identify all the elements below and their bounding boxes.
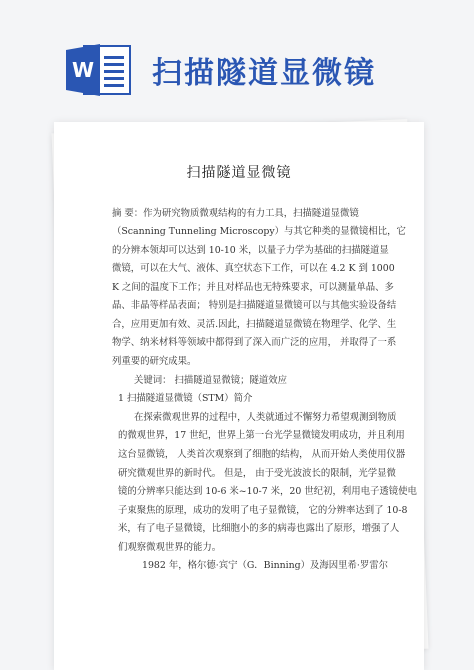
body-line: 们观察微观世界的能力。 — [118, 542, 222, 553]
abstract-line: 摘 要：作为研究物质微观结构的有力工具，扫描隧道显微镜 — [112, 208, 359, 219]
section-heading: 1 扫描隧道显微镜（STM）简介 — [118, 393, 253, 404]
document-page — [54, 122, 424, 670]
abstract-line: 物学、纳米材料等领域中都得到了深入而广泛的应用， 并取得了一系 — [112, 337, 397, 348]
body-line: 米，有了电子显微镜，比细胞小的多的病毒也露出了原形，增强了人 — [118, 523, 400, 534]
svg-text:W: W — [71, 58, 95, 82]
body-line: 镜的分辨率只能达到 10-6 米~10-7 米，20 世纪初，利用电子透镜使电 — [118, 486, 417, 497]
abstract-line: 合，应用更加有效、灵活.因此，扫描隧道显微镜在物理学、化学、生 — [112, 319, 397, 330]
body-line: 这台显微镜， 人类首次观察到了细胞的结构， 从而开始人类使用仪器 — [118, 449, 406, 460]
abstract-line: K 之间的温度下工作；并且对样品也无特殊要求，可以测量单晶、多 — [112, 282, 394, 293]
body-line: 的微观世界，17 世纪，世界上第一台光学显微镜发明成功，并且利用 — [118, 430, 405, 441]
word-document-icon — [66, 44, 132, 96]
body-line: 研究微观世界的新时代。 但是， 由于受光波波长的限制，光学显微 — [118, 468, 396, 479]
page-title: 扫描隧道显微镜 — [152, 56, 376, 91]
header-banner — [0, 0, 474, 125]
body-line: 1982 年，格尔德·宾宁（G．Binning）及海因里希·罗雷尔 — [142, 560, 389, 571]
abstract-line: 晶、非晶等样品表面； 特别是扫描隧道显微镜可以与其他实验设备结 — [112, 300, 397, 311]
abstract-line: （Scanning Tunneling Microscopy）与其它种类的显微镜相比，它 — [112, 226, 406, 237]
body-line: 在探索微观世界的过程中，人类就通过不懈努力希望观测到物质 — [134, 412, 397, 423]
abstract-line: 微镜，可以在大气、液体、真空状态下工作，可以在 4.2 K 到 1000 — [112, 263, 395, 274]
document-title: 扫描隧道显微镜 — [186, 165, 292, 181]
abstract-line: 列重要的研究成果。 — [112, 356, 197, 367]
abstract-line: 的分辨本领却可以达到 10-10 米，以量子力学为基础的扫描隧道显 — [112, 245, 389, 256]
body-line: 子束聚焦的原理，成功的发明了电子显微镜， 它的分辨率达到了 10-8 — [118, 505, 408, 516]
keywords-line: 关键词： 扫描隧道显微镜；隧道效应 — [134, 375, 287, 386]
